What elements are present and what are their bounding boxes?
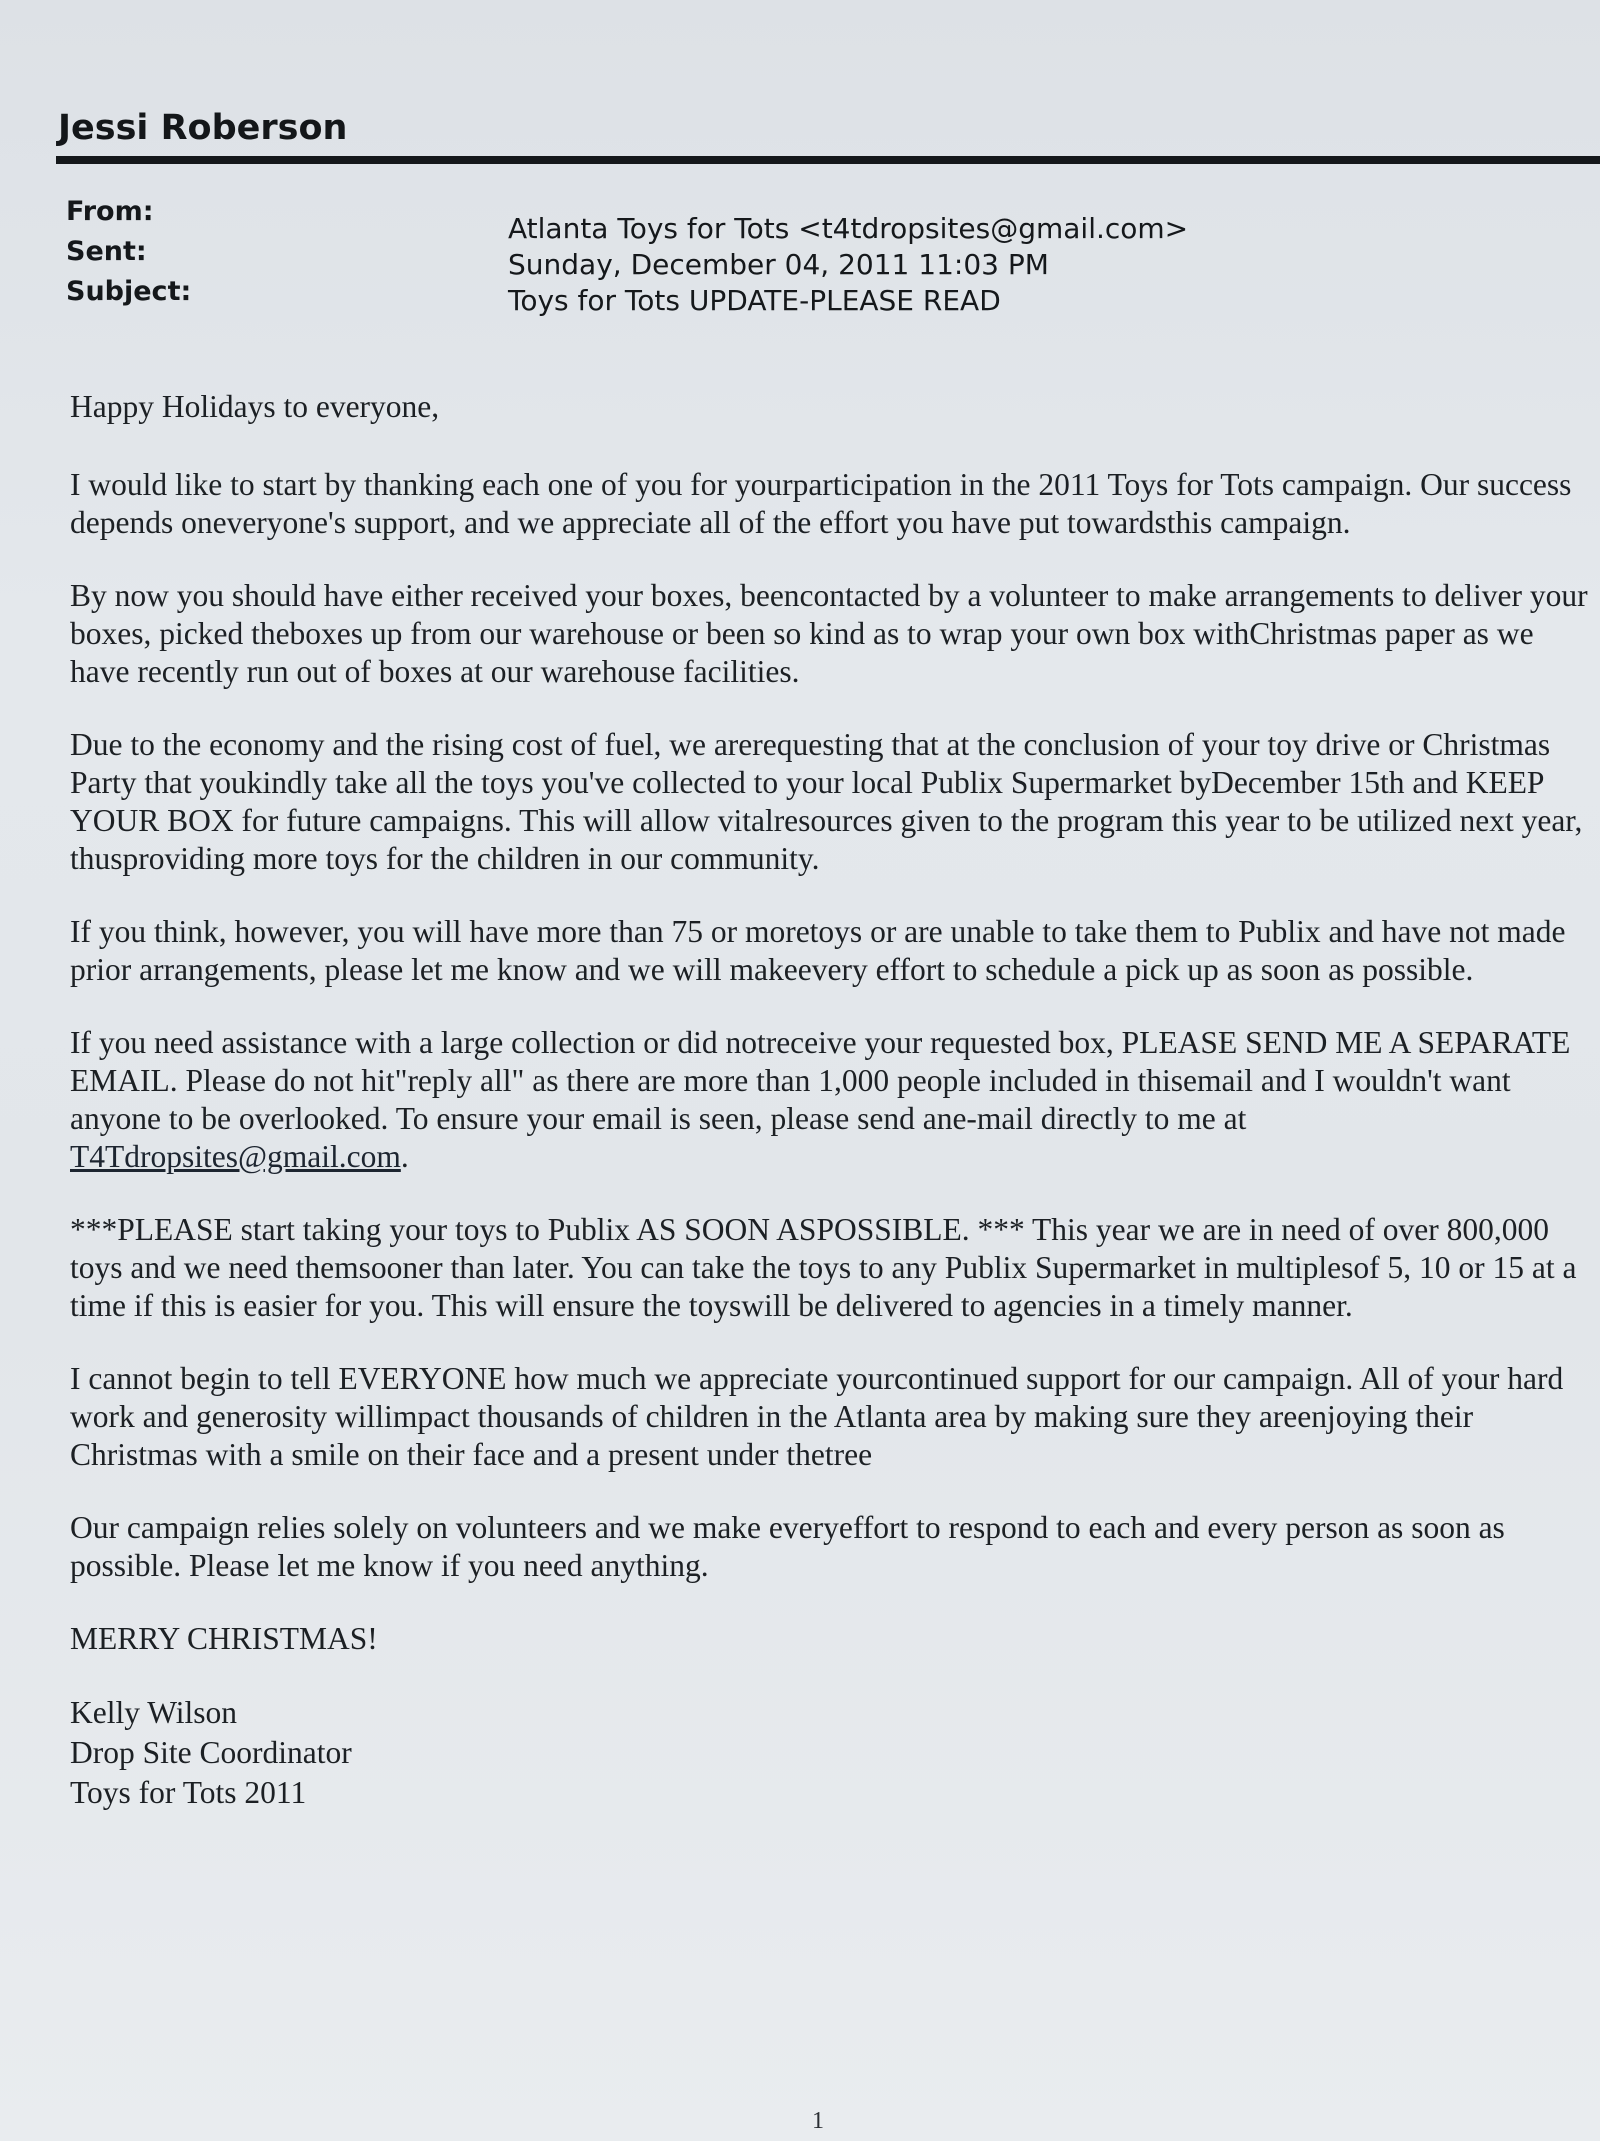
paragraph-pickup: If you think, however, you will have more than 75 or moretoys or are unable to take them to Publix and have not made prior arrangements, please let me know and we will makeevery effort to schedule a pick up as soon as possible. [70, 914, 1566, 987]
sent-label: Sent: [66, 236, 147, 267]
mailbox-owner-name: Jessi Roberson [58, 108, 348, 148]
assistance-text: If you need assistance with a large collection or did notreceive your requested box, PLEASE SEND ME A SEPARATE EMAIL. Please do not hit"reply all" as there are more than 1,000 people included in thisemail and I wouldn't want anyone to be overlooked. To ensure your email is seen, please send ane-mail directly to me at [70, 1025, 1571, 1136]
from-label: From: [66, 196, 154, 227]
signature-org: Toys for Tots 2011 [70, 1775, 307, 1810]
signature-block [70, 1693, 1590, 1813]
paragraph-thanks: I would like to start by thanking each one of you for yourparticipation in the 2011 Toys for Tots campaign. Our success depends oneveryone's support, and we appreciate all of the effort you have put towardsthis campaign. [70, 467, 1572, 540]
paragraph-assistance [70, 1024, 1590, 1176]
paragraph-volunteers: Our campaign relies solely on volunteers and we make everyeffort to respond to each and every person as soon as possible. Please let me know if you need anything. [70, 1510, 1505, 1583]
subject-label: Subject: [66, 276, 192, 307]
paragraph-asap: ***PLEASE start taking your toys to Publix AS SOON ASPOSSIBLE. *** This year we are in need of over 800,000 toys and we need themsooner than later. You can take the toys to any Publix Supermarket in multiplesof 5, 10 or 15 at a time if this is easier for you. This will ensure the toyswill be delivered to agencies in a timely manner. [70, 1212, 1577, 1323]
subject-value: Toys for Tots UPDATE-PLEASE READ [508, 284, 1001, 317]
page-number: 1 [812, 2108, 824, 2134]
assistance-end: . [400, 1139, 409, 1174]
email-link[interactable]: T4Tdropsites@gmail.com [70, 1139, 401, 1174]
paragraph-publix-dropoff: Due to the economy and the rising cost of fuel, we arerequesting that at the conclusion of your toy drive or Christmas Party that youkindly take all the toys you've collected to your local Publix Supermarket byDecember 15th and KEEP YOUR BOX for future campaigns. This will allow vitalresources given to the program this year to be utilized next year, thusproviding more toys for the children in our community. [70, 727, 1583, 876]
paragraph-appreciation: I cannot begin to tell EVERYONE how much we appreciate yourcontinued support for our campaign. All of your hard work and generosity willimpact thousands of children in the Atlanta area by making sure they areenjoying their Christmas with a smile on their face and a present under thetree [70, 1361, 1564, 1472]
sent-value: Sunday, December 04, 2011 11:03 PM [508, 248, 1049, 281]
header-divider [56, 156, 1600, 164]
email-body [70, 388, 1590, 1813]
greeting: Happy Holidays to everyone, [70, 389, 440, 424]
signature-title: Drop Site Coordinator [70, 1735, 352, 1770]
paragraph-boxes: By now you should have either received your boxes, beencontacted by a volunteer to make arrangements to deliver your boxes, picked theboxes up from our warehouse or been so kind as to wrap your own box withChristmas paper as we have recently run out of boxes at our warehouse facilities. [70, 578, 1588, 689]
closing: MERRY CHRISTMAS! [70, 1621, 378, 1656]
signature-name: Kelly Wilson [70, 1695, 238, 1730]
from-value: Atlanta Toys for Tots <t4tdropsites@gmail.com> [508, 212, 1189, 245]
